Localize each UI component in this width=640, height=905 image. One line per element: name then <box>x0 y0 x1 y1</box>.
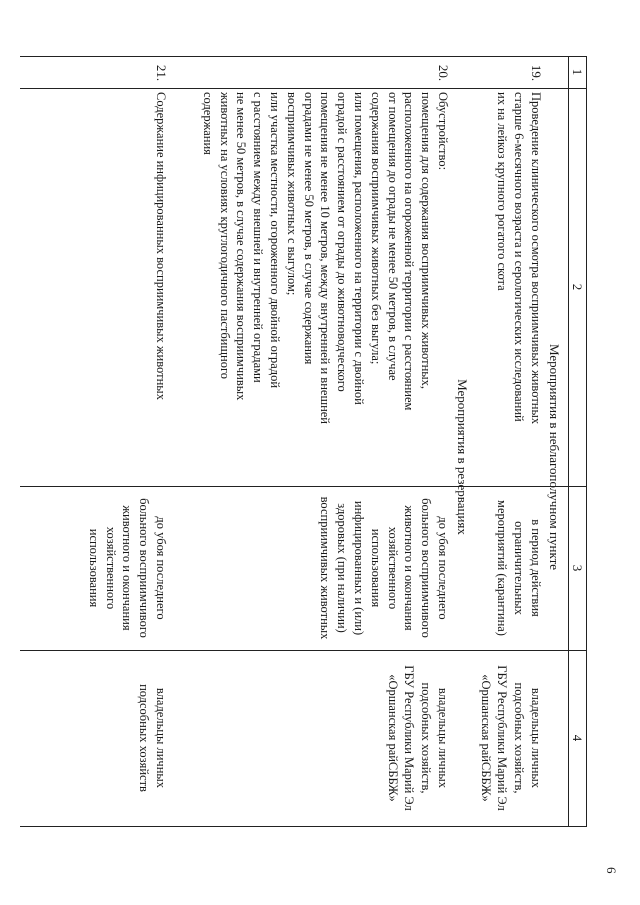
measure-text: Содержание инфицированных восприимчивых животных <box>154 92 168 400</box>
header-top-rule <box>586 56 587 826</box>
section-title-reservations: Мероприятия в резервациях <box>455 379 470 535</box>
row-number: 20. <box>436 64 451 82</box>
column-divider <box>20 486 587 487</box>
responsible-text: владельцы личных подсобных хозяйств, ГБУ Республики Марий Эл «Оршанская райСББЖ» <box>385 665 450 811</box>
deadline-text: до убоя последнего больного восприимчивого животного и окончания хозяйственного использования <box>86 498 168 638</box>
header-col-4: 4 <box>570 734 585 742</box>
column-divider <box>20 88 587 89</box>
row-number: 21. <box>154 64 169 82</box>
header-col-2: 2 <box>570 283 585 291</box>
responsible-text: владельцы личных подсобных хозяйств <box>137 684 168 792</box>
column-divider <box>20 56 587 57</box>
row-number: 19. <box>529 64 544 82</box>
header-col-1: 1 <box>570 68 585 76</box>
column-divider <box>20 650 587 651</box>
deadline-text: до убоя последнего больного восприимчивого животного и окончания хозяйственного использования инфицированных и (или) здоровых (при наличии) восприимчивых животных <box>318 496 450 640</box>
measure-text: Обустройство: помещения для содержания восприимчивых животных, расположенного на огороженной территории с расстоянием от помещения до ограды не менее 50 метров, в случае содержания восприимчивых животных без выгула; или помещения, расположенного на территории с двойной оградой с расстоянием от ограды до животноводческого помещения не менее 10 метров, между внутренней и внешней оградами не менее 50 метров, в случае содержания восприимчивых животных с выгулом; или участка местности, огороженного двойной оградой с расстоянием между внешней и внутренней оградами не менее 50 метров, в случае содержания восприимчивых животных на условиях круглогодичного пастбищного содержания <box>200 92 450 425</box>
column-divider <box>20 826 587 827</box>
measure-text: Проведение клинического осмотра восприимчивых животных старше 6-месячного возраста и серологических исследований их на лейкоз крупного рогатого скота <box>495 92 543 425</box>
responsible-text: владельцы личных подсобных хозяйств, ГБУ Республики Марий Эл «Оршанская райСББЖ» <box>478 665 543 811</box>
header-col-3: 3 <box>570 564 585 572</box>
section-title-unfavorable-point: Мероприятия в неблагополучном пункте <box>547 343 562 571</box>
page-number: 6 <box>604 867 619 874</box>
deadline-text: в период действия ограничительных мероприятий (карантина) <box>495 500 543 636</box>
